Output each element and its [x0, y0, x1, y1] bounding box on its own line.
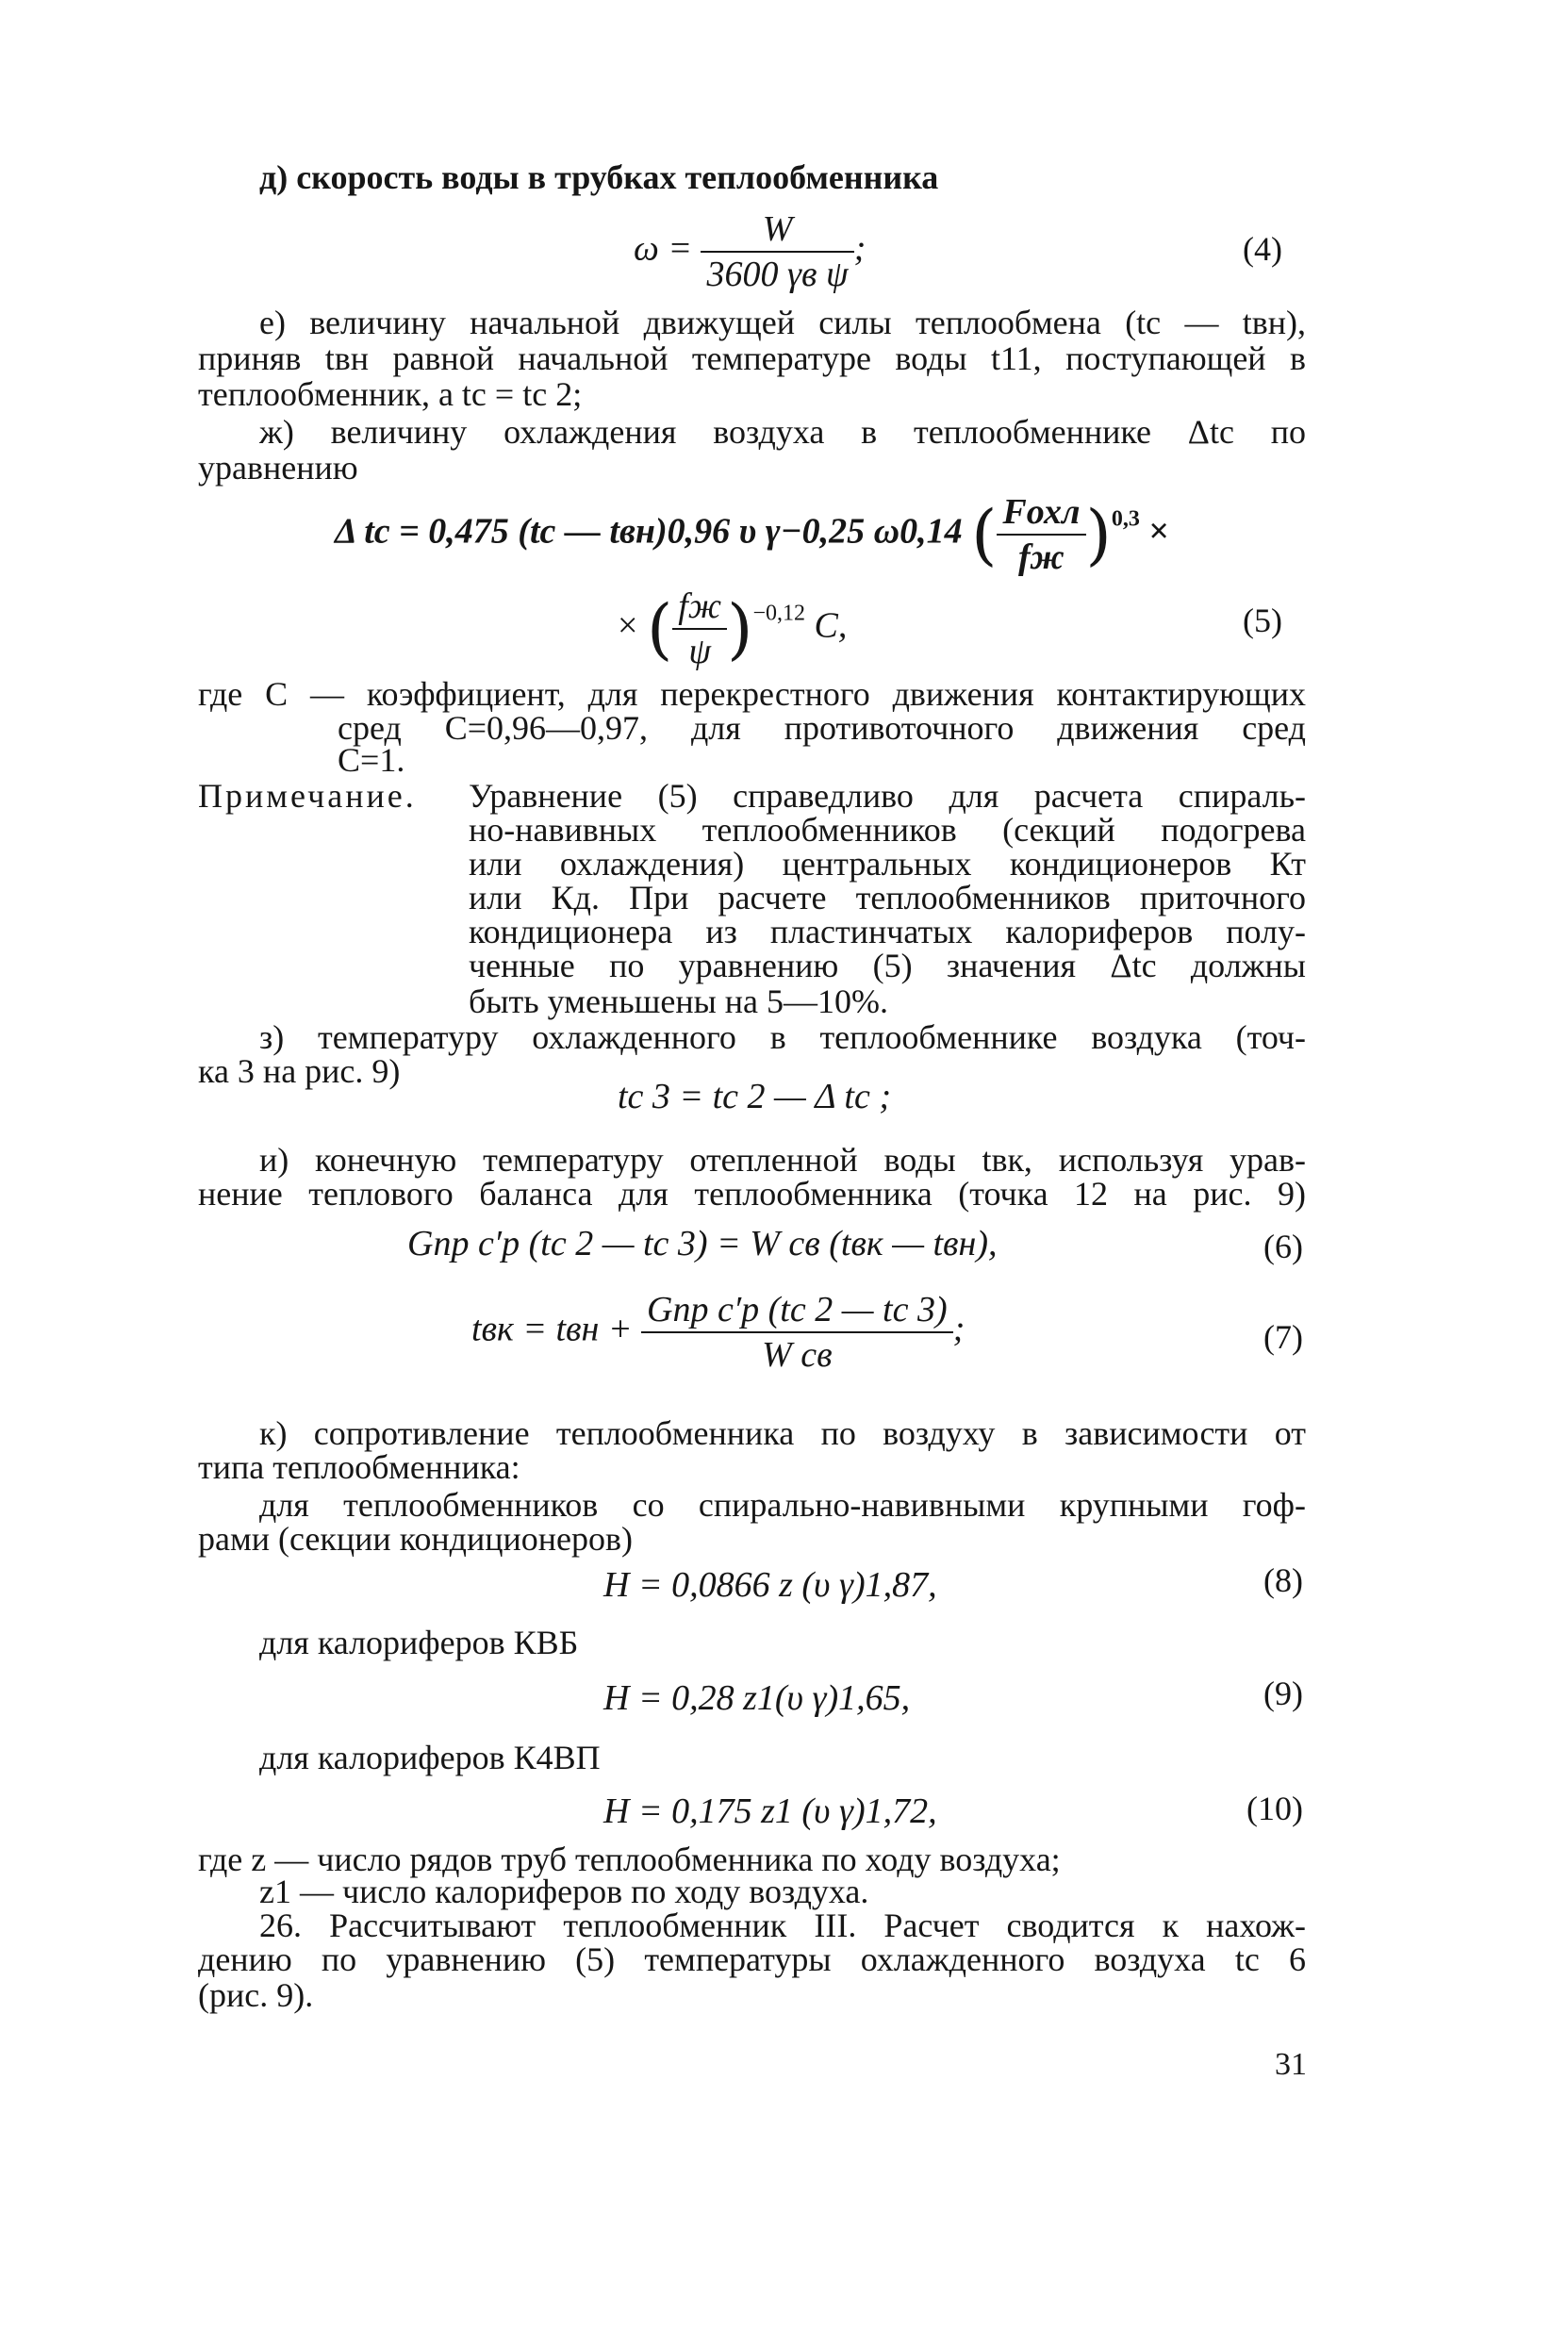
equation-tc3: tс 3 = tс 2 — Δ tс ; — [618, 1077, 891, 1116]
note-line4: или Кд. При расчете теплообменников приточного — [469, 879, 1306, 916]
eq7-number: (7) — [1263, 1318, 1303, 1356]
eq7-lhs: tвк = tвн + — [471, 1309, 633, 1349]
equation-4 — [634, 207, 866, 296]
equation-6: Gпр c′p (tс 2 — tс 3) = W cв (tвк — tвн), — [407, 1224, 998, 1263]
item-d: д) скорость воды в трубках теплообменника — [259, 158, 939, 196]
eq4-tail: ; — [853, 228, 867, 269]
eq5-times-2: × — [618, 605, 638, 646]
item-z-line1: з) температуру охлажденного в теплообменнике воздука (точ- — [259, 1018, 1306, 1056]
eq5-times: × — [1148, 511, 1169, 552]
where-c-line3: C=1. — [338, 741, 405, 779]
note-line3: или охлаждения) центральных кондиционеров Кт — [469, 845, 1306, 883]
eq5-f-denominator: fж — [1018, 537, 1065, 577]
eq6-number: (6) — [1263, 1228, 1303, 1265]
item-i-line2: нение теплового баланса для теплообменника (точка 12 на рис. 9) — [198, 1175, 1306, 1213]
where-z-line2: z1 — число калориферов по ходу воздуха. — [259, 1873, 869, 1910]
eq5-paren-open: ( — [971, 496, 998, 573]
eq5-g-exponent: −0,12 — [752, 601, 806, 626]
kvb-label: для калориферов КВБ — [259, 1624, 579, 1661]
eq4-number: (4) — [1243, 230, 1282, 268]
equation-5-line1 — [335, 490, 1169, 579]
eq5-number: (5) — [1243, 602, 1282, 639]
eq5-paren2-close: ) — [727, 590, 753, 668]
note-label: Примечание. — [198, 777, 417, 815]
equation-8: H = 0,0866 z (υ γ)1,87, — [603, 1565, 937, 1605]
where-z-line1: где z — число рядов труб теплообменника по ходу воздуха; — [198, 1841, 1061, 1878]
equation-10: H = 0,175 z1 (υ γ)1,72, — [603, 1791, 937, 1831]
eq5-f-exponent: 0,3 — [1111, 506, 1140, 532]
note-line1: Уравнение (5) справедливо для расчета спираль- — [469, 777, 1306, 815]
note-line5: кондиционера из пластинчатых калориферов полу- — [469, 913, 1306, 950]
item-k-line3: для теплообменников со спирально-навивными крупными гоф- — [259, 1486, 1306, 1524]
item-i-line1: и) конечную температуру отепленной воды tвк, используя урав- — [259, 1141, 1306, 1179]
eq7-denominator: W cв — [762, 1335, 833, 1375]
eq5-tail: C, — [814, 605, 848, 646]
item-zh-line1: ж) величину охлаждения воздуха в теплообменнике Δtс по — [259, 413, 1306, 451]
note-line7: быть уменьшены на 5—10%. — [469, 982, 889, 1020]
item-k-line1: к) сопротивление теплообменника по воздуху в зависимости от — [259, 1414, 1306, 1452]
note-line2: но-навивных теплообменников (секций подогрева — [469, 811, 1306, 849]
eq7-numerator: Gпр c′p (tс 2 — tс 3) — [641, 1288, 953, 1333]
eq5-g-denominator: ψ — [688, 632, 711, 671]
item-z-line2: ка 3 на рис. 9) — [198, 1052, 401, 1090]
eq8-number: (8) — [1263, 1561, 1303, 1599]
note-line6: ченные по уравнению (5) значения Δtс должны — [469, 947, 1306, 984]
item-e-line2: приняв tвн равной начальной температуре воды t11, поступающей в — [198, 339, 1306, 377]
para-26-line3: (рис. 9). — [198, 1976, 314, 2014]
eq5-fraction-f — [997, 490, 1085, 579]
item-k-line4: рами (секции кондиционеров) — [198, 1520, 633, 1558]
para-26-line2: дению по уравнению (5) температуры охлажденного воздуха tс 6 — [198, 1940, 1306, 1978]
eq4-numerator: W — [701, 207, 853, 253]
equation-7 — [471, 1288, 965, 1377]
item-k-line2: типа теплообменника: — [198, 1448, 520, 1486]
eq4-fraction — [701, 207, 853, 296]
eq5-main: Δ tс = 0,475 (tс — tвн)0,96 υ γ−0,25 ω0,14 — [335, 511, 963, 552]
item-e-line3: теплообменник, а tс = tс 2; — [198, 375, 583, 413]
eq5-f-numerator: Fохл — [997, 490, 1085, 536]
para-26-line1: 26. Рассчитывают теплообменник III. Расчет сводится к нахож- — [259, 1907, 1306, 1944]
where-c-line1: где C — коэффициент, для перекрестного движения контактирующих — [198, 675, 1306, 713]
eq7-tail: ; — [952, 1309, 966, 1349]
eq5-fraction-g — [672, 585, 727, 673]
eq10-number: (10) — [1246, 1790, 1303, 1827]
eq4-denominator: 3600 γв ψ — [706, 255, 849, 294]
item-e-line1: е) величину начальной движущей силы теплообмена (tс — tвн), — [259, 304, 1306, 341]
eq5-paren2-open: ( — [646, 590, 673, 668]
eq4-lhs: ω = — [634, 228, 692, 269]
eq9-number: (9) — [1263, 1675, 1303, 1712]
eq5-paren-close: ) — [1085, 496, 1112, 573]
eq7-fraction — [641, 1288, 953, 1377]
eq5-g-numerator: fж — [672, 585, 727, 630]
equation-5-line2 — [618, 585, 847, 673]
page-number: 31 — [1275, 2047, 1307, 2082]
item-zh-line2: уравнению — [198, 449, 358, 487]
where-c-line2: сред C=0,96—0,97, для противоточного движения сред — [338, 709, 1306, 747]
equation-9: H = 0,28 z1(υ γ)1,65, — [603, 1678, 911, 1718]
k4vp-label: для калориферов К4ВП — [259, 1739, 601, 1776]
